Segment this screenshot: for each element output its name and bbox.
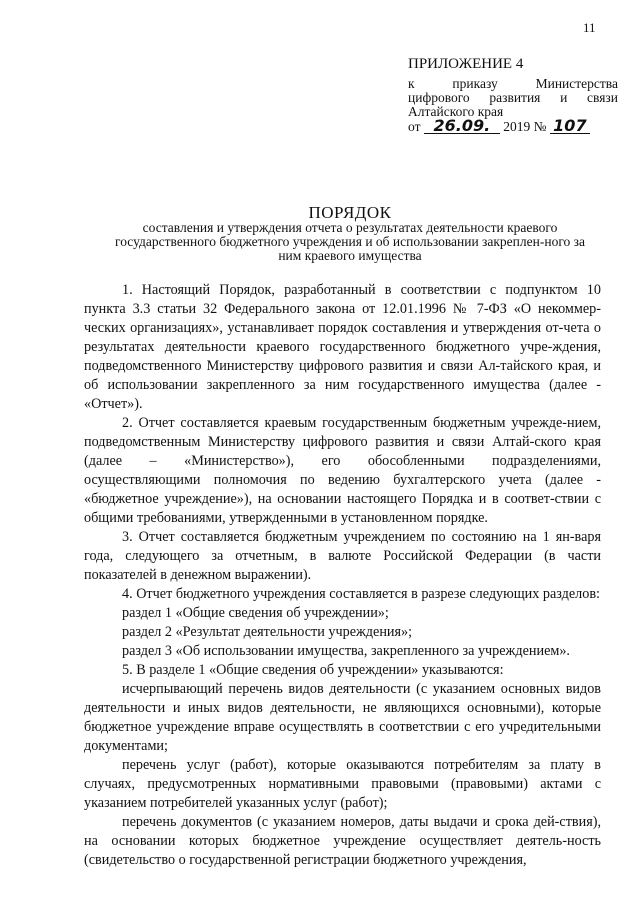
section-item-1: раздел 1 «Общие сведения об учреждении»;: [122, 605, 389, 621]
handwritten-date: 26.09.: [424, 119, 500, 134]
document-body: [84, 281, 601, 870]
appendix-title: ПРИЛОЖЕНИЕ 4: [408, 56, 524, 72]
date-prefix: от: [408, 119, 421, 134]
handwritten-order-number: 107: [550, 119, 590, 134]
section-item-2: раздел 2 «Результат деятельности учреждения»;: [122, 624, 413, 640]
appendix-date-line: [408, 116, 618, 135]
list-item-documents: перечень документов (с указанием номеров, даты выдачи и срока дей-ствия), на основании которых бюджетное учреждение осуществляет деятель-ность (свидетельство о государственной регистрации бюджетного учреждения,: [84, 814, 601, 868]
page-number: 11: [583, 20, 596, 35]
order-year: 2019 №: [503, 119, 547, 134]
paragraph-5: 5. В разделе 1 «Общие сведения об учреждении» указываются:: [122, 662, 504, 678]
list-item-services: перечень услуг (работ), которые оказываются потребителям за плату в случаях, предусмотренных нормативными правовыми (правовыми) актами с указанием потребителей указанных услуг (работ);: [84, 757, 601, 811]
paragraph-2: 2. Отчет составляется краевым государственным бюджетным учрежде-нием, подведомственным Министерству цифрового развития и связи Алтай-ского края (далее – «Министерство»), его обособленными подразделениями, осуществляющими полномочия по ведению бухгалтерского учета (далее - «бюджетное учреждение»), на основании настоящего Порядка и в соответ-ствии с общими требованиями, утвержденными в установленном порядке.: [84, 415, 601, 526]
paragraph-4: 4. Отчет бюджетного учреждения составляется в разрезе следующих разделов:: [122, 586, 600, 602]
appendix-line-1: к приказу Министерства: [408, 76, 618, 91]
paragraph-3: 3. Отчет составляется бюджетным учреждением по состоянию на 1 ян-варя года, следующего за отчетным, в валюте Российской Федерации (в части показателей в денежном выражении).: [84, 529, 601, 583]
appendix-block: [408, 57, 618, 134]
section-item-3: раздел 3 «Об использовании имущества, закрепленного за учреждением».: [122, 643, 570, 659]
list-item-activities: исчерпывающий перечень видов деятельности (с указанием основных видов деятельности и иных видов деятельности, не являющихся основными), которые бюджетное учреждение вправе осуществлять в соответствии с его учредительными документами;: [84, 681, 601, 754]
appendix-line-3: Алтайского края: [408, 104, 504, 119]
document-title: ПОРЯДОК: [308, 203, 392, 222]
paragraph-1: 1. Настоящий Порядок, разработанный в соответствии с подпунктом 10 пункта 3.3 статьи 32 Федерального закона от 12.01.1996 № 7-ФЗ «О некоммер-ческих организациях», устанавливает порядок составления и утверждения от-чета о результатах деятельности краевого государственного бюджетного учре-ждения, подведомственного Министерству цифрового развития и связи Ал-тайского края, и об использовании закрепленного за ним государственного имущества (далее - «Отчет»).: [84, 282, 601, 412]
document-subtitle: составления и утверждения отчета о результатах деятельности краевого государственного бюджетного учреждения и об использовании закреплен-ного за ним краевого имущества: [115, 220, 585, 263]
appendix-line-2: цифрового развития и связи: [408, 90, 618, 105]
